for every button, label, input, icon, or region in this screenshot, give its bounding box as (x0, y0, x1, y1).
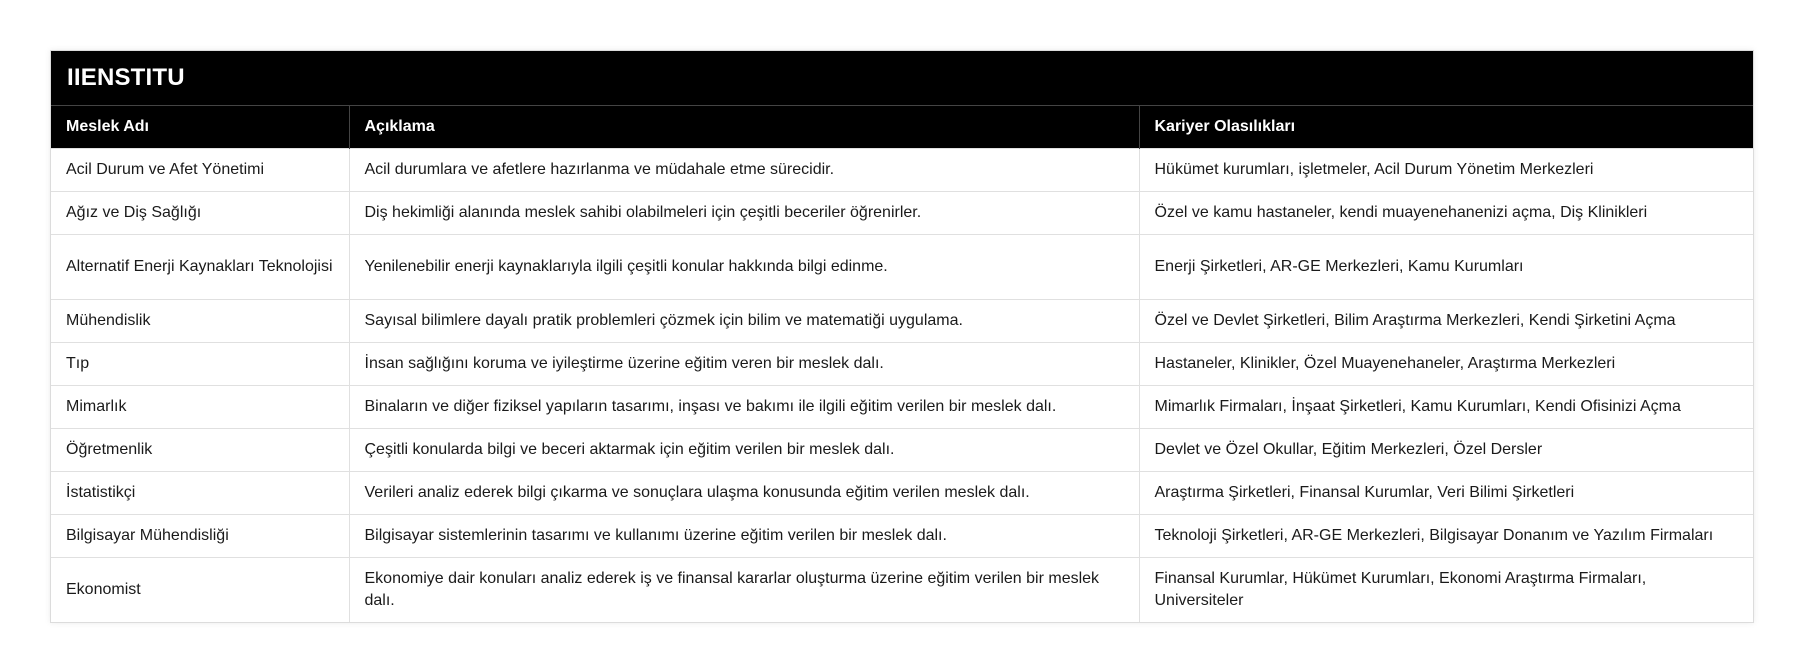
table-row (51, 472, 1753, 515)
cell-kariyer: Hükümet kurumları, işletmeler, Acil Durum Yönetim Merkezleri (1139, 149, 1753, 192)
cell-kariyer: Hastaneler, Klinikler, Özel Muayenehaneler, Araştırma Merkezleri (1139, 343, 1753, 386)
cell-kariyer: Özel ve Devlet Şirketleri, Bilim Araştırma Merkezleri, Kendi Şirketini Açma (1139, 300, 1753, 343)
cell-aciklama: Sayısal bilimlere dayalı pratik problemleri çözmek için bilim ve matematiği uygulama. (349, 300, 1139, 343)
cell-aciklama: Ekonomiye dair konuları analiz ederek iş ve finansal kararlar oluşturma üzerine eğitim verilen bir meslek dalı. (349, 558, 1139, 623)
table-header-row (51, 106, 1753, 149)
cell-meslek-adi: Ağız ve Diş Sağlığı (51, 192, 349, 235)
cell-meslek-adi: Tıp (51, 343, 349, 386)
table-row (51, 192, 1753, 235)
cell-aciklama: Diş hekimliği alanında meslek sahibi olabilmeleri için çeşitli beceriler öğrenirler. (349, 192, 1139, 235)
table-row (51, 149, 1753, 192)
table-row (51, 343, 1753, 386)
column-header-aciklama: Açıklama (349, 106, 1139, 149)
table-row (51, 386, 1753, 429)
cell-aciklama: İnsan sağlığını koruma ve iyileştirme üzerine eğitim veren bir meslek dalı. (349, 343, 1139, 386)
cell-kariyer: Devlet ve Özel Okullar, Eğitim Merkezleri, Özel Dersler (1139, 429, 1753, 472)
cell-meslek-adi: Öğretmenlik (51, 429, 349, 472)
cell-aciklama: Acil durumlara ve afetlere hazırlanma ve müdahale etme sürecidir. (349, 149, 1139, 192)
cell-kariyer: Araştırma Şirketleri, Finansal Kurumlar, Veri Bilimi Şirketleri (1139, 472, 1753, 515)
cell-aciklama: Binaların ve diğer fiziksel yapıların tasarımı, inşası ve bakımı ile ilgili eğitim verilen bir meslek dalı. (349, 386, 1139, 429)
cell-aciklama: Yenilenebilir enerji kaynaklarıyla ilgili çeşitli konular hakkında bilgi edinme. (349, 235, 1139, 300)
cell-aciklama: Çeşitli konularda bilgi ve beceri aktarmak için eğitim verilen bir meslek dalı. (349, 429, 1139, 472)
careers-table-card (50, 50, 1754, 623)
column-header-meslek-adi: Meslek Adı (51, 106, 349, 149)
cell-meslek-adi: Mimarlık (51, 386, 349, 429)
table-row (51, 429, 1753, 472)
cell-meslek-adi: Acil Durum ve Afet Yönetimi (51, 149, 349, 192)
table-row (51, 558, 1753, 623)
cell-aciklama: Bilgisayar sistemlerinin tasarımı ve kullanımı üzerine eğitim verilen bir meslek dalı. (349, 515, 1139, 558)
cell-kariyer: Özel ve kamu hastaneler, kendi muayenehanenizi açma, Diş Klinikleri (1139, 192, 1753, 235)
cell-meslek-adi: Alternatif Enerji Kaynakları Teknolojisi (51, 235, 349, 300)
cell-kariyer: Teknoloji Şirketleri, AR-GE Merkezleri, Bilgisayar Donanım ve Yazılım Firmaları (1139, 515, 1753, 558)
cell-meslek-adi: Ekonomist (51, 558, 349, 623)
cell-meslek-adi: Mühendislik (51, 300, 349, 343)
table-row (51, 515, 1753, 558)
cell-meslek-adi: Bilgisayar Mühendisliği (51, 515, 349, 558)
cell-meslek-adi: İstatistikçi (51, 472, 349, 515)
cell-kariyer: Finansal Kurumlar, Hükümet Kurumları, Ekonomi Araştırma Firmaları, Universiteler (1139, 558, 1753, 623)
table-row (51, 235, 1753, 300)
cell-aciklama: Verileri analiz ederek bilgi çıkarma ve sonuçlara ulaşma konusunda eğitim verilen meslek dalı. (349, 472, 1139, 515)
cell-kariyer: Enerji Şirketleri, AR-GE Merkezleri, Kamu Kurumları (1139, 235, 1753, 300)
column-header-kariyer-olasiliklari: Kariyer Olasılıkları (1139, 106, 1753, 149)
table-title: IIENSTITU (51, 51, 1753, 105)
table-row (51, 300, 1753, 343)
cell-kariyer: Mimarlık Firmaları, İnşaat Şirketleri, Kamu Kurumları, Kendi Ofisinizi Açma (1139, 386, 1753, 429)
careers-table (51, 105, 1753, 622)
